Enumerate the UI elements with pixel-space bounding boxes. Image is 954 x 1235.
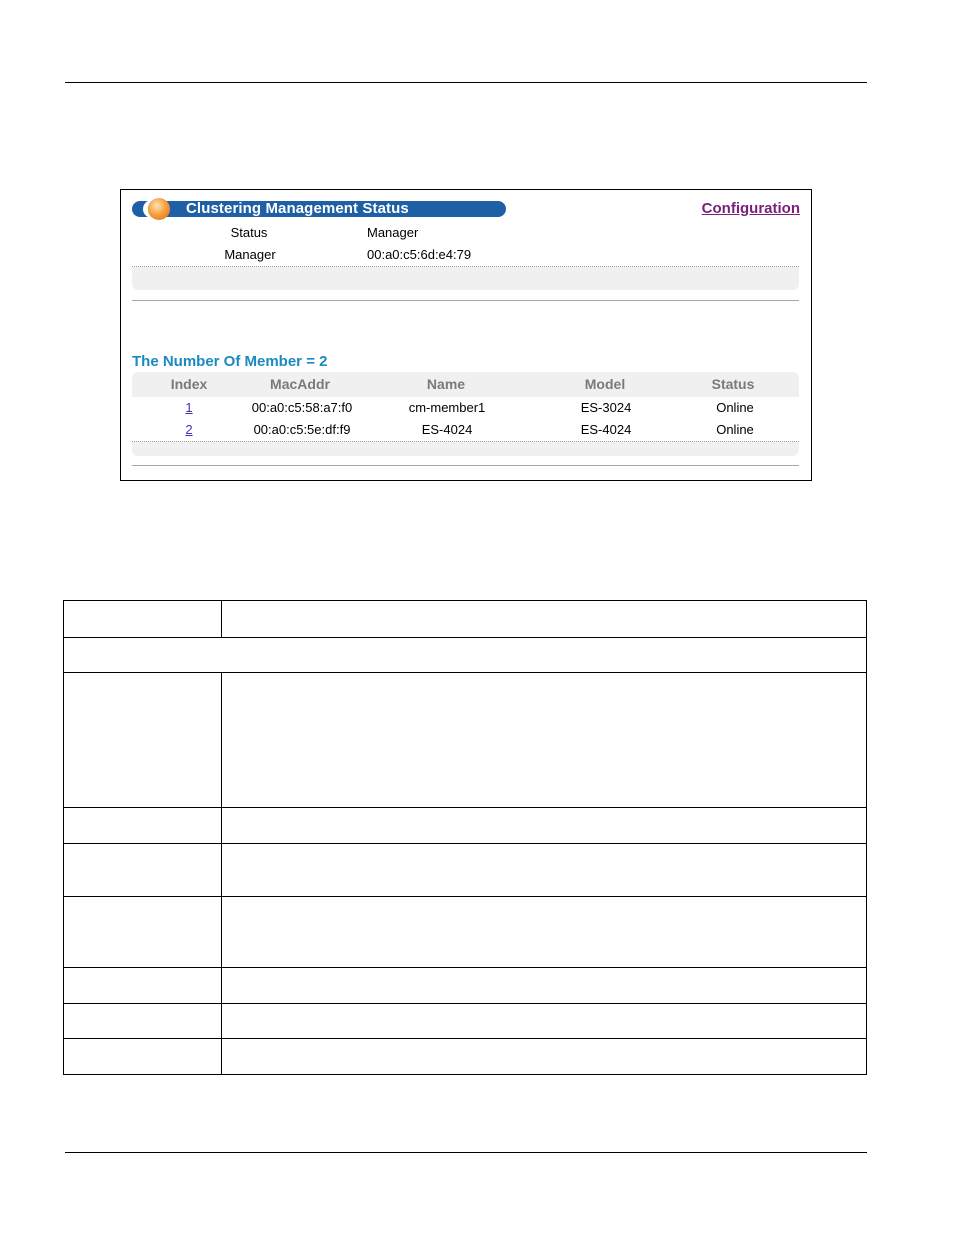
panel-title: Clustering Management Status (186, 200, 409, 217)
status-table-header (132, 222, 799, 245)
status-table (132, 222, 799, 290)
member-model: ES-3024 (580, 400, 632, 415)
divider (132, 300, 799, 301)
member-macaddr: 00:a0:c5:5e:df:f9 (253, 422, 351, 437)
model-header: Model (584, 376, 626, 392)
index-header: Index (170, 376, 208, 392)
status-table-row (132, 244, 799, 267)
name-header: Name (426, 376, 466, 392)
macaddr-header: MacAddr (270, 376, 330, 392)
clustering-status-panel (120, 189, 812, 481)
table-divider (64, 807, 866, 808)
member-index-link[interactable]: 1 (185, 400, 193, 415)
footer-rule (65, 1152, 867, 1153)
table-divider (64, 896, 866, 897)
manager-mac-value: 00:a0:c5:6d:e4:79 (367, 247, 472, 262)
status-value: Manager (224, 247, 276, 262)
member-table (132, 372, 799, 456)
configuration-link[interactable]: Configuration (701, 200, 800, 217)
table-row (132, 419, 799, 442)
column-divider (221, 601, 222, 637)
manager-header: Manager (367, 225, 419, 240)
member-index-link[interactable]: 2 (185, 422, 193, 437)
member-count-heading: The Number Of Member = 2 (132, 353, 328, 370)
member-status: Online (716, 422, 754, 437)
title-bar (132, 201, 506, 217)
table-divider (64, 1038, 866, 1039)
status-header: Status (711, 376, 755, 392)
table-row (132, 397, 799, 420)
member-name: cm-member1 (408, 400, 486, 415)
table-divider (64, 1003, 866, 1004)
divider (132, 465, 799, 466)
table-divider (64, 672, 866, 673)
table-divider (64, 843, 866, 844)
orb-icon (148, 198, 170, 220)
status-header: Status (230, 225, 268, 240)
member-macaddr: 00:a0:c5:58:a7:f0 (251, 400, 353, 415)
table-divider (64, 967, 866, 968)
member-status: Online (716, 400, 754, 415)
column-divider (221, 672, 222, 1075)
description-table (63, 600, 867, 1075)
table-divider (64, 637, 866, 638)
member-name: ES-4024 (421, 422, 473, 437)
member-model: ES-4024 (580, 422, 632, 437)
header-rule (65, 82, 867, 83)
